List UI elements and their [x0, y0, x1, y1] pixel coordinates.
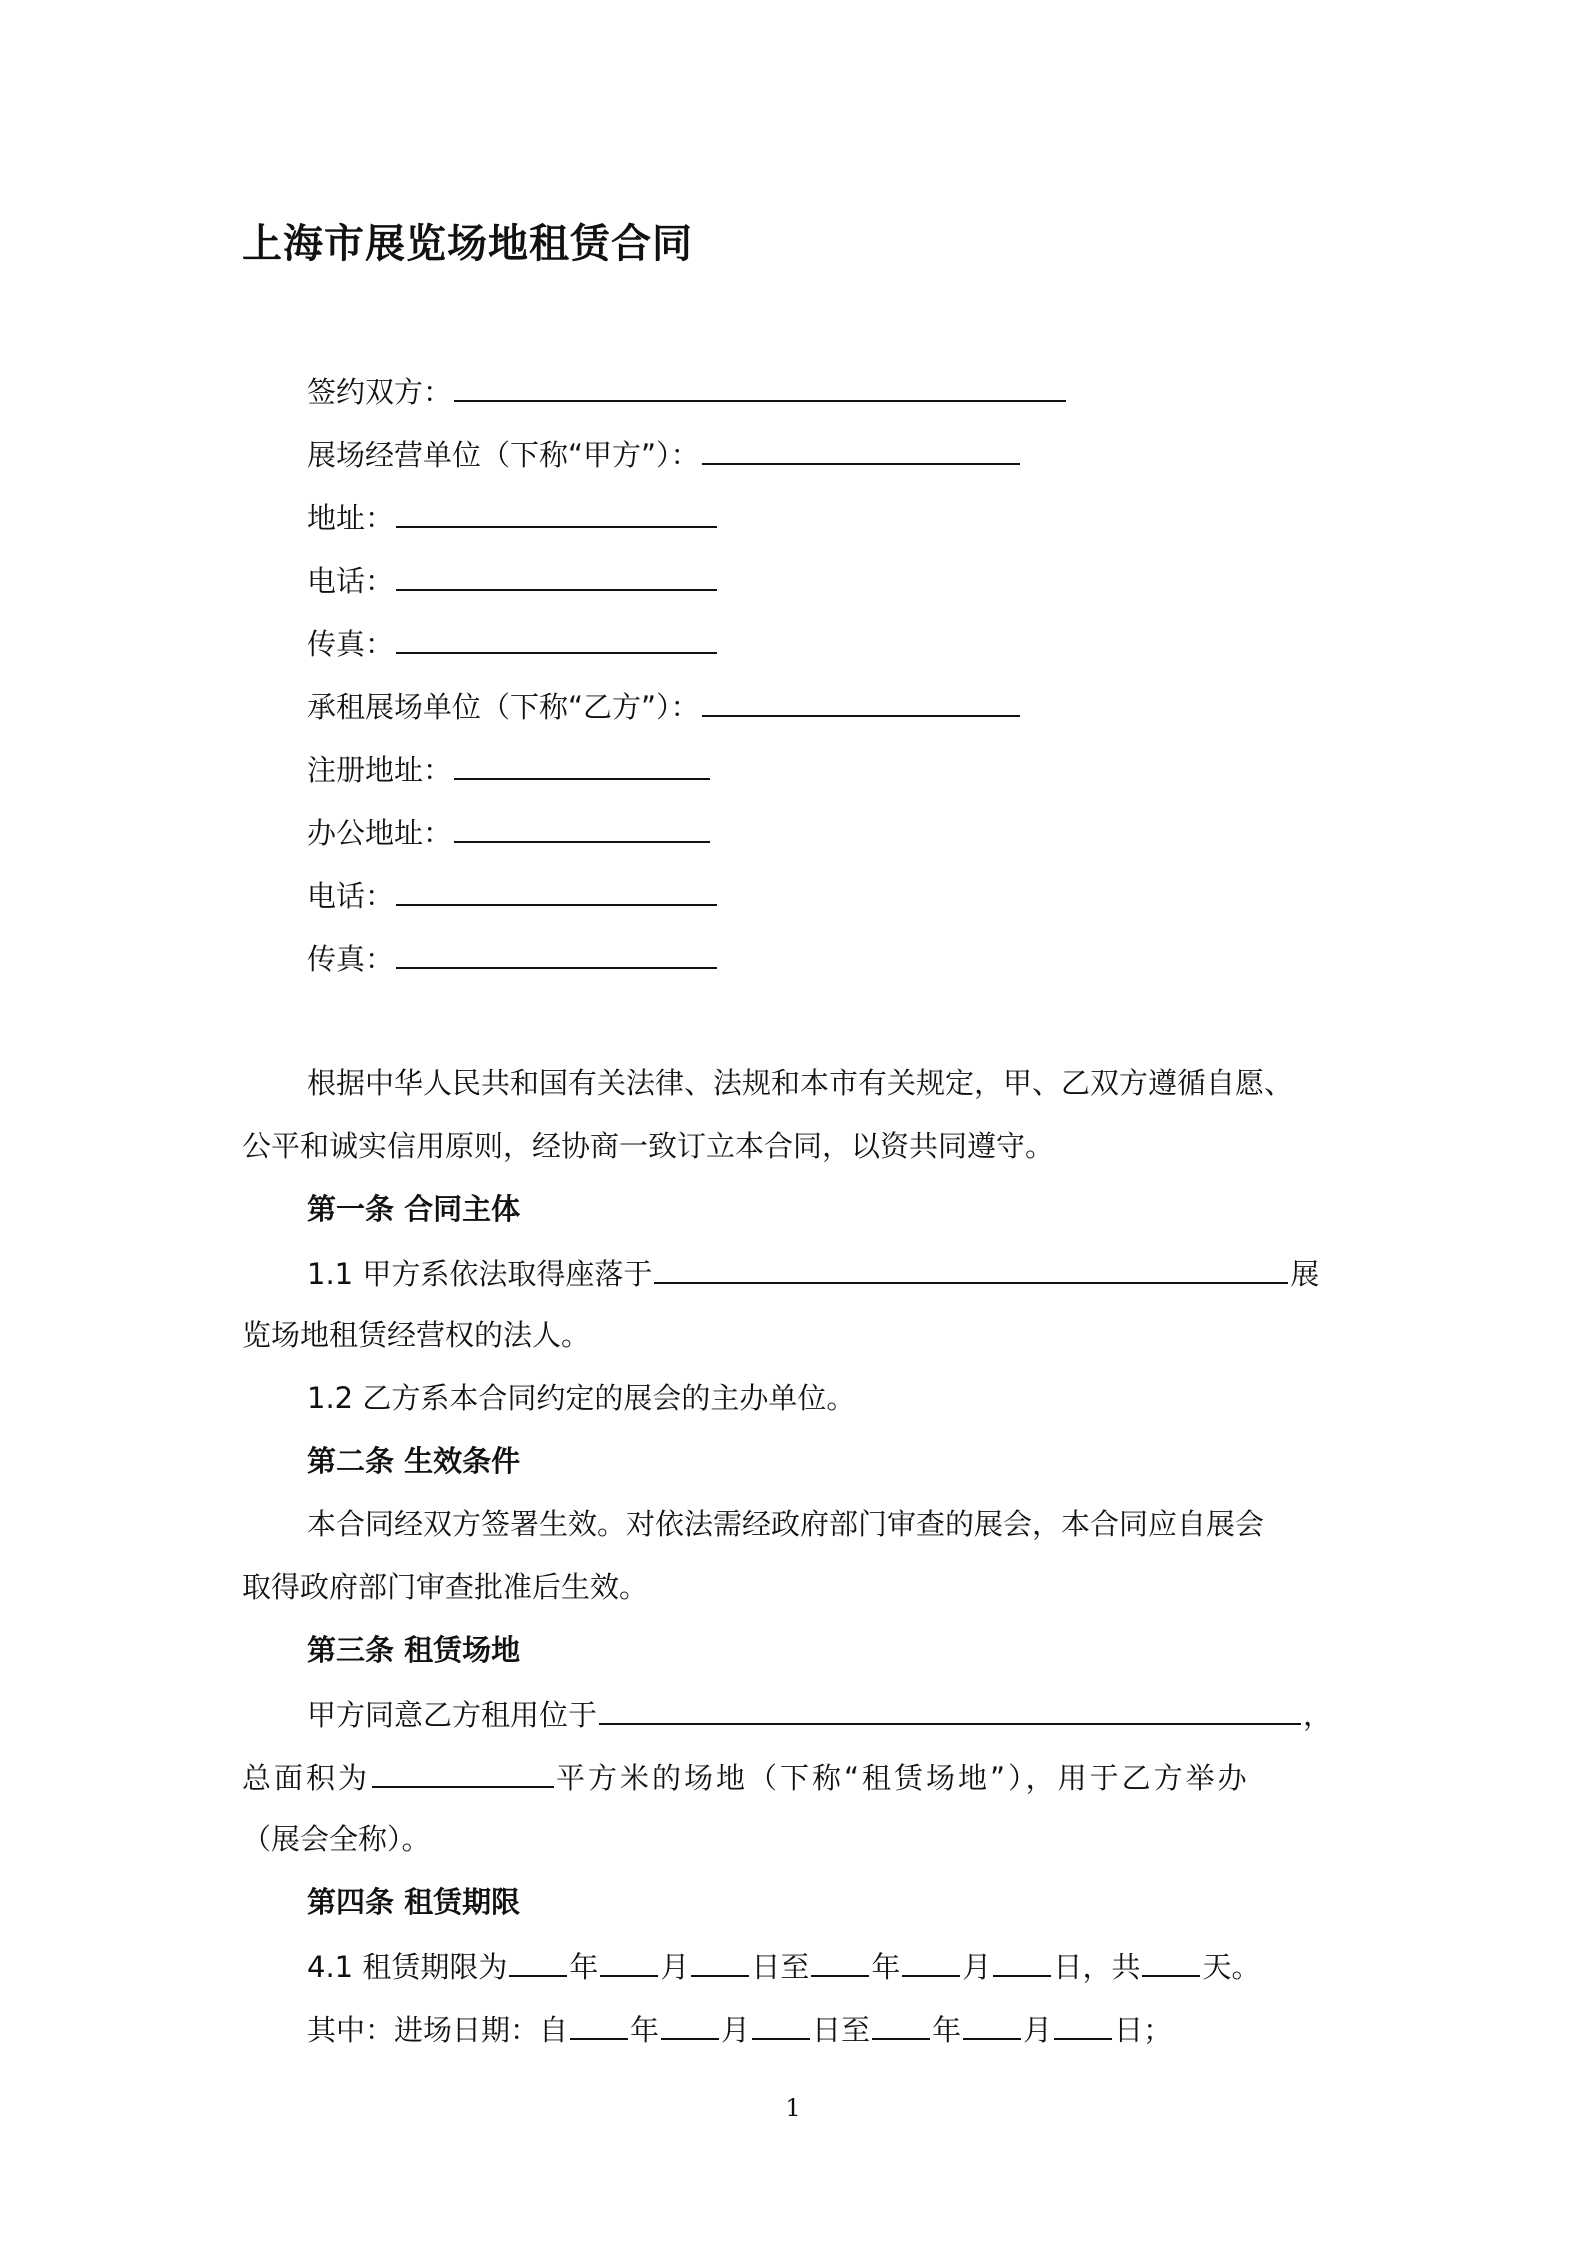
article-3-line-2 [242, 1756, 1250, 1798]
article-3-line-3: （展会全称）。 [242, 1822, 431, 1856]
party-b-phone-line [307, 874, 719, 916]
article-2-heading: 第二条 生效条件 [307, 1444, 521, 1478]
party-a-fax-blank[interactable] [396, 622, 717, 654]
party-a-blank[interactable] [702, 433, 1020, 465]
preamble-line-2: 公平和诚实信用原则，经协商一致订立本合同，以资共同遵守。 [242, 1129, 1055, 1163]
article-3-line-1 [307, 1693, 1332, 1735]
move-in-label: 其中：进场日期：自 [307, 2013, 569, 2047]
end-month-blank[interactable] [902, 1945, 960, 1977]
move-in-end-year-label: 年 [932, 2013, 962, 2047]
move-in-end-month-blank[interactable] [963, 2008, 1021, 2040]
party-b-fax-line [307, 937, 719, 979]
start-year-blank[interactable] [509, 1945, 567, 1977]
party-b-line [307, 685, 1022, 727]
area-label: 总面积为 [242, 1761, 371, 1795]
party-b-fax-blank[interactable] [396, 937, 717, 969]
end-month-label: 月 [962, 1950, 992, 1984]
article-2-line-1: 本合同经双方签署生效。对依法需经政府部门审查的展会，本合同应自展会 [307, 1507, 1265, 1541]
party-b-office-address-blank[interactable] [454, 811, 710, 843]
party-b-phone-blank[interactable] [396, 874, 717, 906]
signing-parties-label: 签约双方： [307, 375, 453, 409]
article-4-heading: 第四条 租赁期限 [307, 1885, 521, 1919]
total-label: ，共 [1082, 1950, 1141, 1984]
days-label: 天。 [1202, 1950, 1261, 1984]
article-1-1-line [307, 1252, 1319, 1294]
total-days-blank[interactable] [1142, 1945, 1200, 1977]
start-month-blank[interactable] [600, 1945, 658, 1977]
party-a-phone-blank[interactable] [396, 559, 717, 591]
venue-location-blank[interactable] [654, 1252, 1288, 1284]
party-b-reg-address-blank[interactable] [454, 748, 710, 780]
article-3-line-1-text: 甲方同意乙方租用位于 [307, 1698, 598, 1732]
article-1-1-line-2: 览场地租赁经营权的法人。 [242, 1318, 591, 1352]
article-1-2-line: 1.2 乙方系本合同约定的展会的主办单位。 [307, 1381, 856, 1415]
party-b-fax-label: 传真： [307, 942, 395, 976]
start-day-to-label: 日至 [751, 1950, 810, 1984]
party-a-phone-label: 电话： [307, 564, 395, 598]
move-in-end-day-label: 日； [1114, 2013, 1173, 2047]
start-day-blank[interactable] [691, 1945, 749, 1977]
party-b-phone-label: 电话： [307, 879, 395, 913]
end-day-label: 日 [1053, 1950, 1083, 1984]
move-in-start-day-blank[interactable] [752, 2008, 810, 2040]
party-b-office-address-label: 办公地址： [307, 816, 453, 850]
party-b-label: 承租展场单位（下称“乙方”）： [307, 690, 700, 724]
end-day-blank[interactable] [993, 1945, 1051, 1977]
article-3-line-1-tail: ， [1303, 1698, 1333, 1732]
move-in-end-day-blank[interactable] [1054, 2008, 1112, 2040]
area-unit-text: 平方米的场地（下称“租赁场地”），用于乙方举办 [556, 1761, 1250, 1795]
end-year-blank[interactable] [811, 1945, 869, 1977]
rental-location-blank[interactable] [599, 1693, 1301, 1725]
party-a-fax-label: 传真： [307, 627, 395, 661]
move-in-start-year-blank[interactable] [570, 2008, 628, 2040]
party-a-address-blank[interactable] [396, 496, 717, 528]
article-1-1-tail: 展 [1290, 1257, 1320, 1291]
page-number: 1 [785, 2094, 801, 2122]
party-b-reg-address-label: 注册地址： [307, 753, 453, 787]
article-2-line-2: 取得政府部门审查批准后生效。 [242, 1570, 649, 1604]
preamble-line-1: 根据中华人民共和国有关法律、法规和本市有关规定，甲、乙双方遵循自愿、 [307, 1066, 1294, 1100]
party-a-address-line [307, 496, 719, 538]
signing-parties-blank[interactable] [454, 370, 1066, 402]
party-a-address-label: 地址： [307, 501, 395, 535]
move-in-start-month-blank[interactable] [661, 2008, 719, 2040]
start-month-label: 月 [660, 1950, 690, 1984]
end-year-label: 年 [871, 1950, 901, 1984]
article-4-1-line [307, 1945, 1260, 1987]
party-b-office-address-line [307, 811, 712, 853]
article-3-heading: 第三条 租赁场地 [307, 1633, 521, 1667]
move-in-start-year-label: 年 [630, 2013, 660, 2047]
area-blank[interactable] [372, 1756, 554, 1788]
party-a-line [307, 433, 1022, 475]
move-in-start-month-label: 月 [721, 2013, 751, 2047]
party-a-label: 展场经营单位（下称“甲方”）： [307, 438, 700, 472]
party-b-blank[interactable] [702, 685, 1020, 717]
move-in-end-year-blank[interactable] [872, 2008, 930, 2040]
start-year-label: 年 [569, 1950, 599, 1984]
lease-term-label: 4.1 租赁期限为 [307, 1950, 508, 1984]
party-b-reg-address-line [307, 748, 712, 790]
party-a-phone-line [307, 559, 719, 601]
move-in-end-month-label: 月 [1023, 2013, 1053, 2047]
party-a-fax-line [307, 622, 719, 664]
article-1-1-text: 1.1 甲方系依法取得座落于 [307, 1257, 653, 1291]
article-1-heading: 第一条 合同主体 [307, 1192, 521, 1226]
signing-parties-line [307, 370, 1068, 412]
move-in-day-to-label: 日至 [812, 2013, 871, 2047]
document-title: 上海市展览场地租赁合同 [242, 221, 693, 267]
move-in-line [307, 2008, 1172, 2050]
